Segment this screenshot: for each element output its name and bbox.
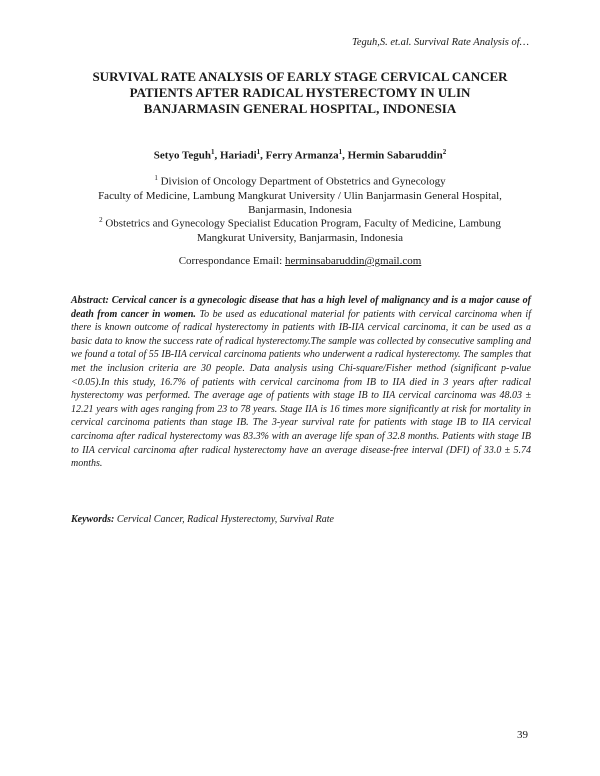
abstract [71, 294, 531, 471]
affiliation-line: Faculty of Medicine, Lambung Mangkurat University / Ulin Banjarmasin General Hospital, [98, 189, 502, 202]
affiliation-line [60, 213, 540, 231]
correspondence-email-link[interactable]: herminsabaruddin@gmail.com [285, 255, 422, 267]
author-separator: , [260, 149, 266, 162]
author-name: Hermin Sabaruddin [347, 149, 443, 162]
keywords [71, 514, 531, 525]
author-affiliation-mark: 1 [256, 148, 261, 156]
title-line: SURVIVAL RATE ANALYSIS OF EARLY STAGE CERVICAL CANCER [92, 69, 508, 84]
running-header: Teguh,S. et.al. Survival Rate Analysis of… [351, 37, 529, 48]
author-name: Hariadi [219, 149, 257, 162]
author-name: Setyo Teguh [153, 149, 211, 162]
affiliation-text: Obstetrics and Gynecology Specialist Education Program, Faculty of Medicine, Lambung [105, 217, 501, 230]
page-number: 39 [517, 729, 528, 741]
abstract-body: To be used as educational material for patients with cervical carcinoma when if there is known outcome of radical hysterectomy in patients with IB-IIA cervical carcinoma, it can be used as a basic data to know the success rate of radical hysterectomy.The sample was collected by consecutive sampling and we found a total of 55 IB-IIA cervical carcinoma patients who underwent a radical hysterectomy. The samples that met the inclusion criteria are 30 people. Data analysis using Chi-square/Fisher method (significant p-value <0.05).In this study, 16.7% of patients with cervical carcinoma from IB to IIA died in 3 years after radical hysterectomy was performed. The average age of patients with stage IB to IIA cervical carcinoma was 48.03 ± 12.21 years with ages ranging from 23 to 78 years. Stage IIA is 16 times more significantly at risk for mortality in cervical carcinoma patients than stage IB. The 3-year survival rate for patients with stage IB to IIA cervical carcinoma after radical hysterectomy was 83.3% with an average life span of 32.8 months. Patients with stage IB to IIA cervical carcinoma after radical hysterectomy have an average disease-free interval (DFI) of 33.0 ± 5.74 months. [71, 308, 531, 470]
keywords-label: Keywords: [71, 514, 115, 525]
affiliation-mark: 2 [99, 216, 103, 224]
paper-title [60, 69, 540, 117]
affiliation-line: Banjarmasin, Indonesia [248, 203, 352, 216]
affiliation-mark: 1 [154, 174, 158, 182]
title-line: BANJARMASIN GENERAL HOSPITAL, INDONESIA [143, 101, 457, 116]
keywords-text: Cervical Cancer, Radical Hysterectomy, Survival Rate [114, 514, 334, 525]
affiliation-2 [60, 213, 540, 245]
correspondence-label: Correspondance Email: [178, 255, 285, 267]
affiliation-line: Mangkurat University, Banjarmasin, Indonesia [196, 231, 404, 244]
author-separator: , [214, 149, 220, 162]
author-affiliation-mark: 1 [210, 148, 215, 156]
title-line: PATIENTS AFTER RADICAL HYSTERECTOMY IN ULIN [129, 85, 471, 100]
affiliation-text: Division of Oncology Department of Obstetrics and Gynecology [160, 175, 446, 188]
author-affiliation-mark: 2 [442, 148, 447, 156]
affiliation-1 [60, 171, 540, 217]
author-separator: , [342, 149, 348, 162]
correspondence-line [60, 255, 540, 267]
author-affiliation-mark: 1 [338, 148, 343, 156]
author-list [60, 148, 540, 162]
abstract-lead: Abstract: Cervical cancer is a gynecologic disease that has a high level of malignancy and is a major cause of death from cancer in women. [71, 295, 531, 320]
author-name: Ferry Armanza [265, 149, 339, 162]
affiliation-line [60, 171, 540, 189]
